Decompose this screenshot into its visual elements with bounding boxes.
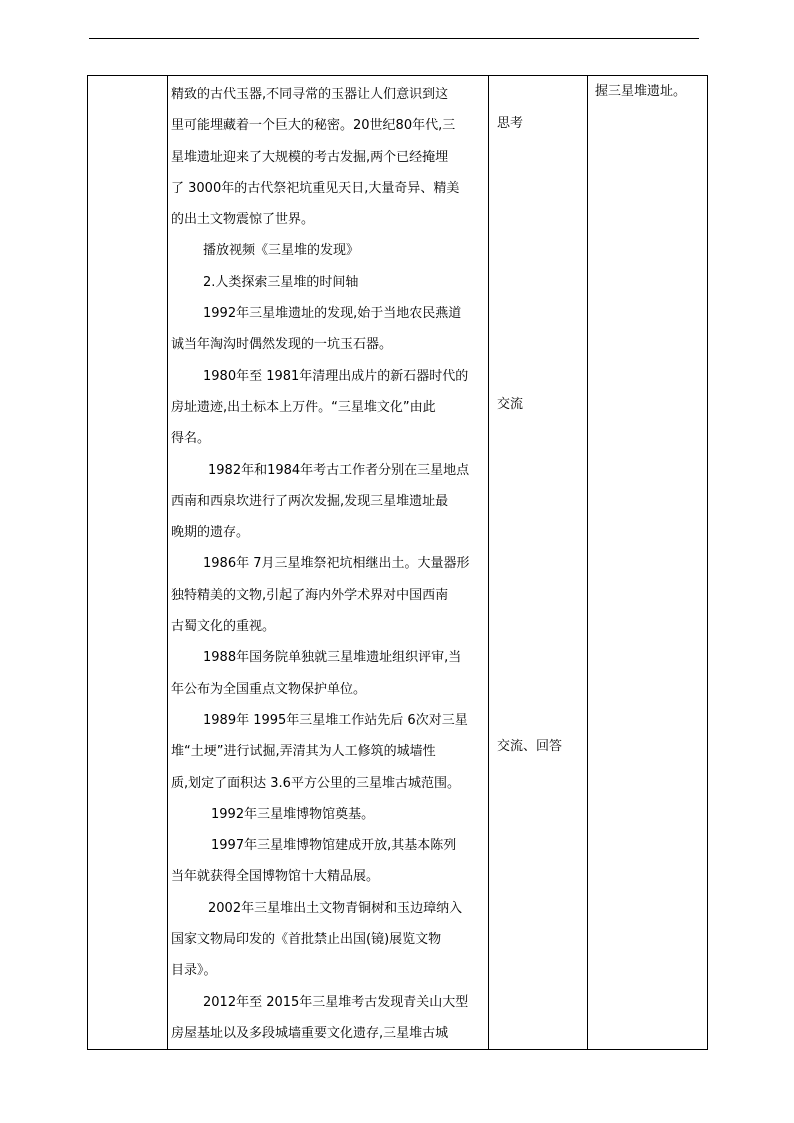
design-intent-text: 握三星堆遗址。 <box>595 84 687 99</box>
text-line: 晚期的遗存。 <box>171 525 250 541</box>
stage-cell <box>88 76 168 1050</box>
text-line: 1982年和1984年考古工作者分别在三星地点 <box>208 462 470 478</box>
text-line: 2012年至 2015年三星堆考古发现青关山大型 <box>203 994 469 1010</box>
text-line: 国家文物局印发的《首批禁止出国(镜)展览文物 <box>171 932 442 948</box>
section-heading: 2.人类探索三星堆的时间轴 <box>203 274 359 290</box>
text-line: 1988年国务院单独就三星堆遗址组织评审,当 <box>203 650 462 666</box>
text-line: 1992年三星堆遗址的发现,始于当地农民燕道 <box>203 306 462 322</box>
text-line: 1997年三星堆博物馆建成开放,其基本陈列 <box>211 838 457 854</box>
design-intent-cell <box>588 76 708 1050</box>
text-line: 1980年至 1981年清理出成片的新石器时代的 <box>203 368 469 384</box>
text-line: 得名。 <box>171 431 211 447</box>
text-line: 目录》。 <box>171 963 217 979</box>
text-line: 星堆遗址迎来了大规模的考古发掘,两个已经掩埋 <box>171 149 449 165</box>
text-line: 古蜀文化的重视。 <box>171 619 276 635</box>
text-line: 当年就获得全国博物馆十大精品展。 <box>171 869 380 885</box>
text-line: 房屋基址以及多段城墙重要文化遗存,三星堆古城 <box>171 1025 449 1041</box>
student-activity-discuss: 交流 <box>497 397 524 412</box>
text-line: 1989年 1995年三星堆工作站先后 6次对三星 <box>203 712 468 728</box>
table-row <box>88 76 708 1050</box>
text-line: 里可能埋藏着一个巨大的秘密。20世纪80年代,三 <box>171 118 456 134</box>
text-line: 堆“土埂”进行试掘,弄清其为人工修筑的城墙性 <box>171 744 436 760</box>
text-line: 房址遗迹,出土标本上万件。“三星堆文化”由此 <box>171 399 436 415</box>
text-line: 1992年三星堆博物馆奠基。 <box>211 806 375 822</box>
text-line: 独特精美的文物,引起了海内外学术界对中国西南 <box>171 587 449 603</box>
text-line: 2002年三星堆出土文物青铜树和玉边璋纳入 <box>208 900 463 916</box>
header-rule <box>89 38 699 39</box>
student-activity-cell <box>489 76 588 1050</box>
text-line: 西南和西泉坎进行了两次发掘,发现三星堆遗址最 <box>171 493 449 509</box>
teacher-activity-cell <box>168 76 489 1050</box>
student-activity-discuss-answer: 交流、回答 <box>497 739 563 754</box>
text-line: 播放视频《三星堆的发现》 <box>203 243 360 259</box>
text-line: 1986年 7月三星堆祭祀坑相继出土。大量器形 <box>203 556 470 572</box>
text-line: 精致的古代玉器,不同寻常的玉器让人们意识到这 <box>171 87 449 102</box>
text-line: 诚当年淘沟时偶然发现的一坑玉石器。 <box>171 337 393 353</box>
text-line: 的出土文物震惊了世界。 <box>171 212 315 228</box>
text-line: 质,划定了面积达 3.6平方公里的三星堆古城范围。 <box>171 775 460 791</box>
student-activity-think: 思考 <box>497 116 524 131</box>
text-line: 了 3000年的古代祭祀坑重见天日,大量奇异、精美 <box>171 180 460 196</box>
text-line: 年公布为全国重点文物保护单位。 <box>171 681 367 697</box>
lesson-plan-table <box>87 75 708 1050</box>
